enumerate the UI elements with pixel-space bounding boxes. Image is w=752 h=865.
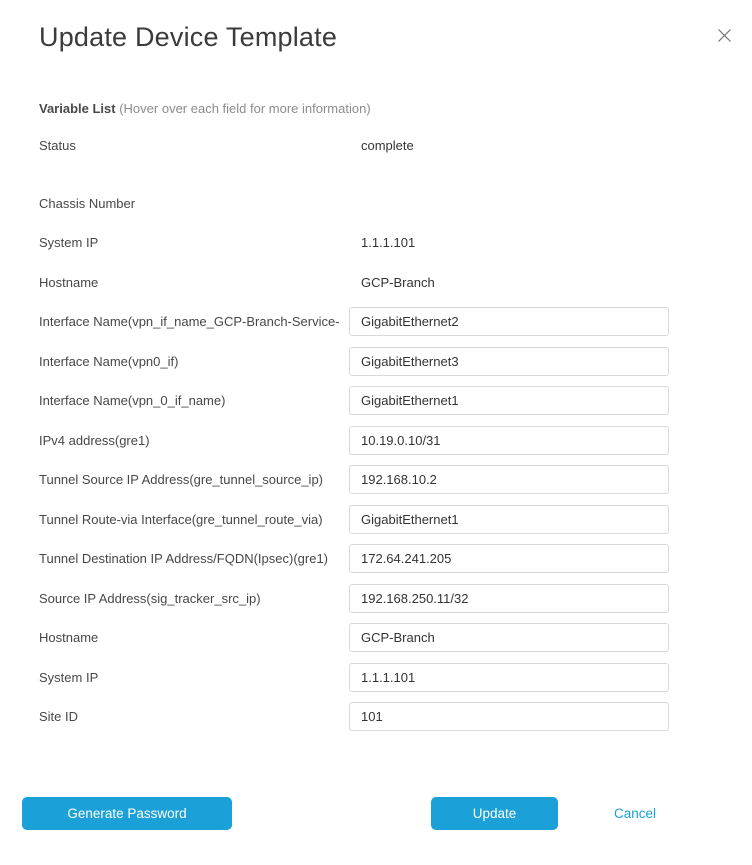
row-hostname xyxy=(39,623,713,652)
tunnel-route-via-input[interactable] xyxy=(349,505,669,534)
field-label: System IP xyxy=(39,235,99,250)
source-ip-tracker-input[interactable] xyxy=(349,584,669,613)
row-interface-name-vpn0-if xyxy=(39,347,713,376)
ipv4-address-gre1-input[interactable] xyxy=(349,426,669,455)
field-label: Tunnel Destination IP Address/FQDN(Ipsec)(gre1) xyxy=(39,551,329,566)
interface-name-service-input[interactable] xyxy=(349,307,669,336)
row-source-ip-tracker xyxy=(39,584,713,613)
field-label: System IP xyxy=(39,669,99,685)
row-system-ip xyxy=(39,663,713,692)
row-interface-name-service xyxy=(39,307,713,336)
page-title: Update Device Template xyxy=(39,22,338,52)
variable-list xyxy=(39,131,713,731)
row-interface-name-vpn-0-if-name xyxy=(39,386,713,415)
field-label: Interface Name(vpn0_if) xyxy=(39,353,179,369)
row-site-id xyxy=(39,702,713,731)
field-label: IPv4 address(gre1) xyxy=(39,432,150,448)
row-ipv4-address-gre1 xyxy=(39,426,713,455)
field-label: Interface Name(vpn_0_if_name) xyxy=(39,393,226,408)
field-label: Site ID xyxy=(39,709,79,724)
update-button[interactable]: Update xyxy=(431,797,558,830)
close-icon[interactable] xyxy=(716,28,732,44)
status-value: complete xyxy=(361,138,414,153)
hostname-value: GCP-Branch xyxy=(361,274,435,290)
variable-list-hint: (Hover over each field for more information) xyxy=(119,101,371,116)
site-id-input[interactable] xyxy=(349,702,669,731)
system-ip-value: 1.1.1.101 xyxy=(361,235,416,250)
dialog-footer xyxy=(0,797,752,830)
hostname-input[interactable] xyxy=(349,623,669,652)
tunnel-source-ip-input[interactable] xyxy=(349,465,669,494)
field-label: Hostname xyxy=(39,274,99,290)
row-status xyxy=(39,131,713,160)
row-hostname-static xyxy=(39,268,713,297)
field-label: Tunnel Source IP Address(gre_tunnel_source_ip) xyxy=(39,472,324,487)
row-tunnel-destination-ip xyxy=(39,544,713,573)
field-label: Hostname xyxy=(39,630,99,645)
system-ip-input[interactable] xyxy=(349,663,669,692)
row-chassis-number xyxy=(39,189,713,218)
interface-name-vpn0-if-input[interactable] xyxy=(349,347,669,376)
variable-list-heading xyxy=(39,101,713,116)
field-label: Interface Name(vpn_if_name_GCP-Branch-Service- xyxy=(39,314,340,329)
field-label: Source IP Address(sig_tracker_src_ip) xyxy=(39,590,261,606)
field-label: Status xyxy=(39,138,76,153)
variable-list-label: Variable List xyxy=(39,101,116,116)
field-label: Chassis Number xyxy=(39,195,136,211)
tunnel-destination-ip-input[interactable] xyxy=(349,544,669,573)
field-label: Tunnel Route-via Interface(gre_tunnel_route_via) xyxy=(39,511,323,527)
row-tunnel-source-ip xyxy=(39,465,713,494)
update-device-template-dialog xyxy=(0,22,752,865)
cancel-button[interactable]: Cancel xyxy=(614,797,656,830)
generate-password-button[interactable]: Generate Password xyxy=(22,797,232,830)
row-tunnel-route-via xyxy=(39,505,713,534)
interface-name-vpn-0-if-name-input[interactable] xyxy=(349,386,669,415)
row-system-ip-static xyxy=(39,228,713,257)
